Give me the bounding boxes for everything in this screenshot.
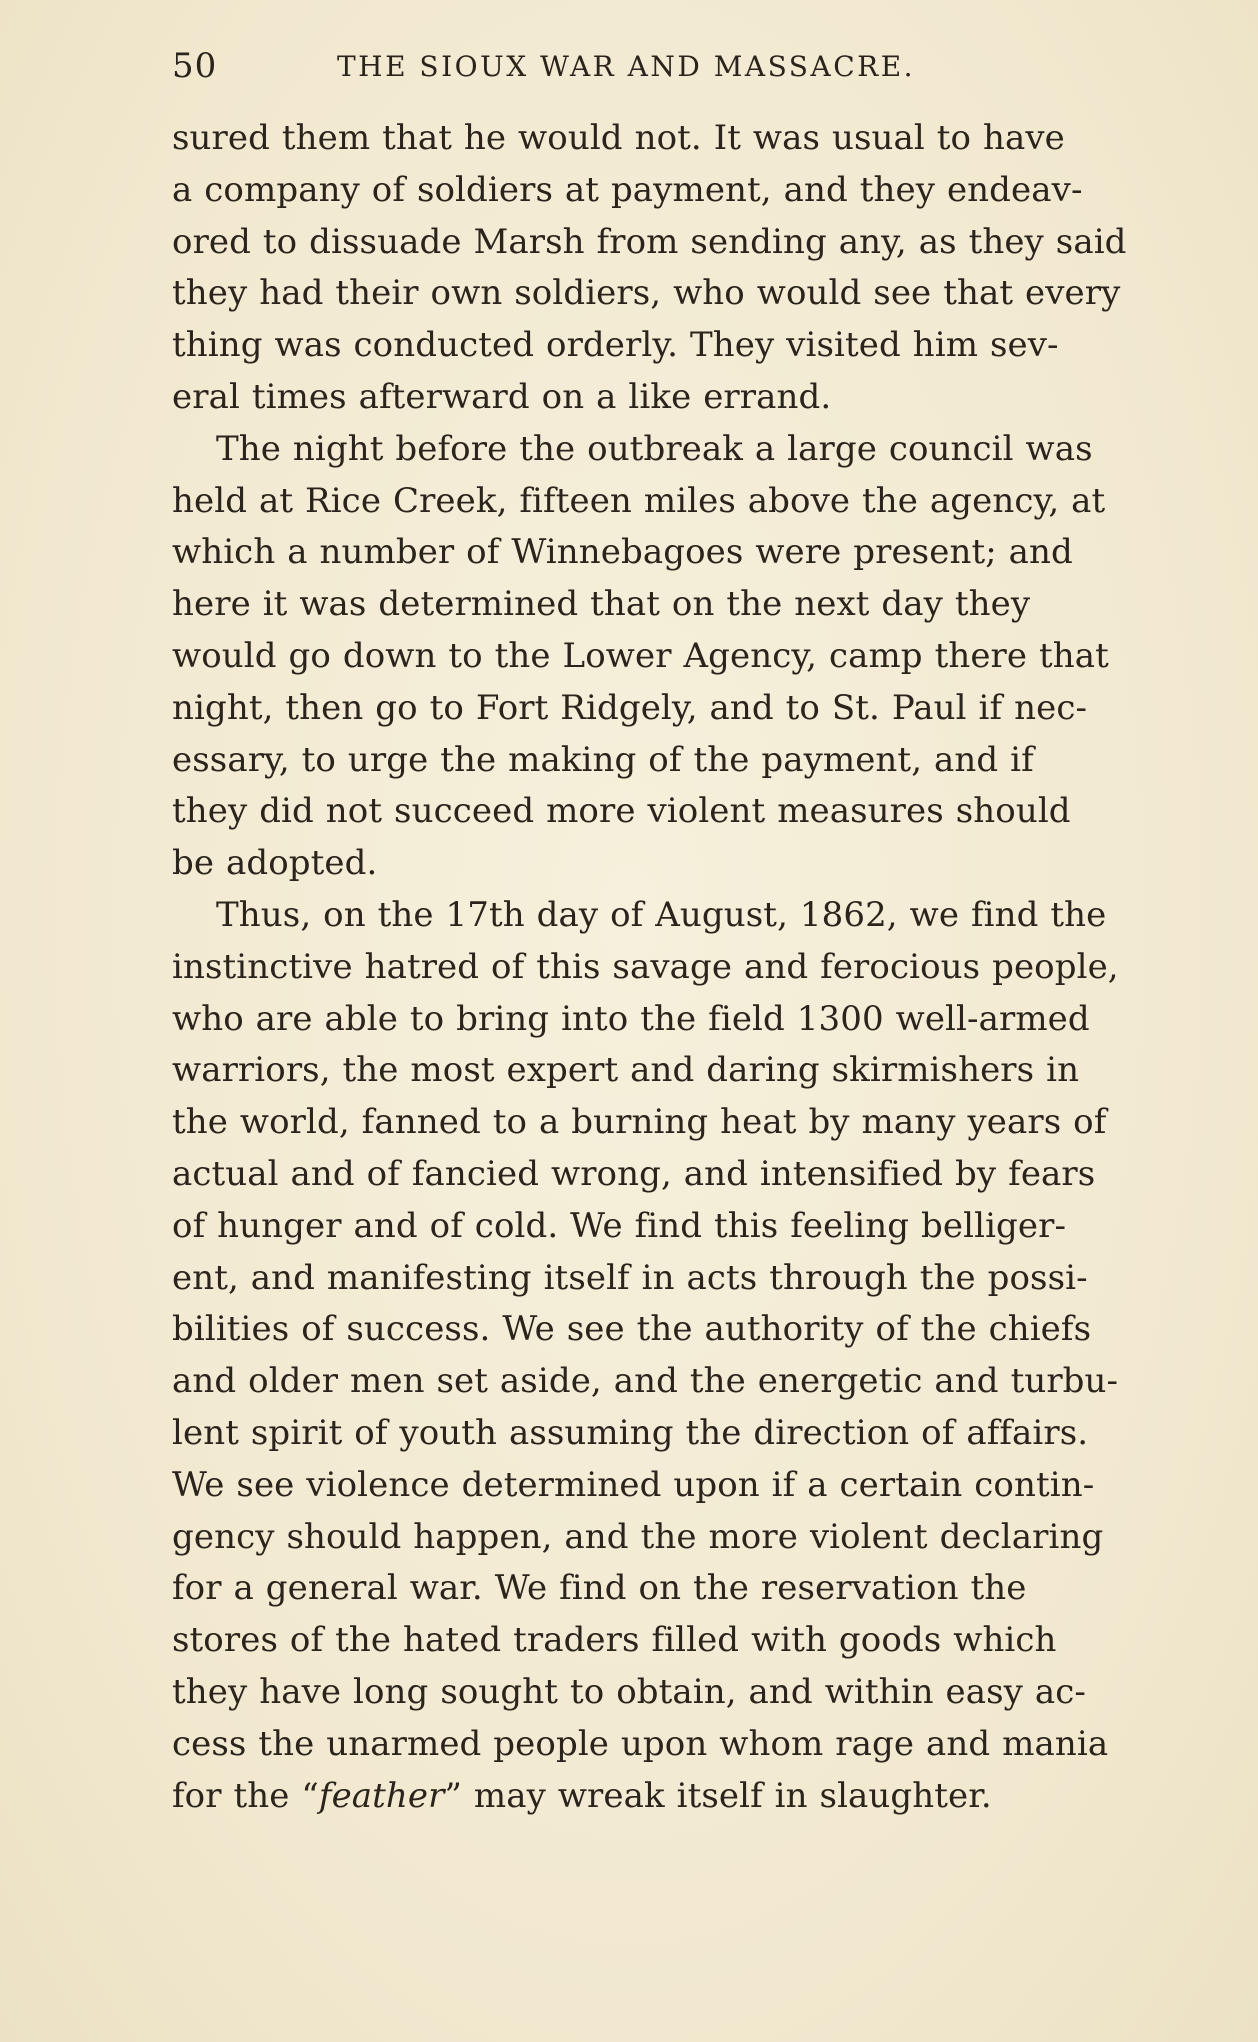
text-line: cess the unarmed people upon whom rage and mania bbox=[172, 1723, 1109, 1764]
text-line: who are able to bring into the field 1300 well-armed bbox=[172, 998, 1090, 1039]
text-line: night, then go to Fort Ridgely, and to St. Paul if nec- bbox=[172, 687, 1088, 728]
text-line: ored to dissuade Marsh from sending any, as they said bbox=[172, 221, 1127, 262]
text-line: lent spirit of youth assuming the direction of affairs. bbox=[172, 1412, 1089, 1453]
text-line: warriors, the most expert and daring skirmishers in bbox=[172, 1050, 1080, 1091]
text-line: thing was conducted orderly. They visited him sev- bbox=[172, 325, 1059, 366]
paragraph-start-line: The night before the outbreak a large council was bbox=[216, 428, 1093, 469]
page-number: 50 bbox=[172, 46, 218, 86]
text-line: which a number of Winnebagoes were present; and bbox=[172, 532, 1073, 573]
running-title: THE SIOUX WAR AND MASSACRE. bbox=[337, 50, 916, 83]
italic-word-feather: feather bbox=[318, 1775, 445, 1816]
text-line: instinctive hatred of this savage and ferocious people, bbox=[172, 946, 1119, 987]
text-line: be adopted. bbox=[172, 843, 378, 884]
text-line: and older men set aside, and the energetic and turbu- bbox=[172, 1361, 1119, 1402]
text-line: gency should happen, and the more violent declaring bbox=[172, 1516, 1104, 1557]
last-line-after: ” may wreak itself in slaughter. bbox=[444, 1775, 992, 1816]
text-line: they have long sought to obtain, and within easy ac- bbox=[172, 1671, 1086, 1712]
text-line: would go down to the Lower Agency, camp there that bbox=[172, 635, 1109, 676]
text-line: essary, to urge the making of the payment, and if bbox=[172, 739, 1034, 780]
text-line: We see violence determined upon if a certain contin- bbox=[172, 1464, 1095, 1505]
body-text bbox=[172, 113, 1152, 1822]
text-line: eral times afterward on a like errand. bbox=[172, 376, 832, 417]
text-line: a company of soldiers at payment, and they endeav- bbox=[172, 169, 1083, 210]
text-line: of hunger and of cold. We find this feeling belliger- bbox=[172, 1205, 1067, 1246]
text-line: bilities of success. We see the authority of the chiefs bbox=[172, 1309, 1092, 1350]
text-line: stores of the hated traders filled with goods which bbox=[172, 1620, 1057, 1661]
text-line: actual and of fancied wrong, and intensified by fears bbox=[172, 1153, 1096, 1194]
text-line: they did not succeed more violent measures should bbox=[172, 791, 1071, 832]
last-line-before: for the “ bbox=[172, 1775, 319, 1816]
text-line: sured them that he would not. It was usual to have bbox=[172, 118, 1065, 158]
paragraph-start-line: Thus, on the 17th day of August, 1862, we find the bbox=[216, 894, 1107, 935]
text-line: held at Rice Creek, fifteen miles above the agency, at bbox=[172, 480, 1106, 521]
text-line: for a general war. We find on the reservation the bbox=[172, 1568, 1027, 1609]
text-line: ent, and manifesting itself in acts through the possi- bbox=[172, 1257, 1088, 1298]
text-line: here it was determined that on the next day they bbox=[172, 584, 1031, 625]
text-line: they had their own soldiers, who would see that every bbox=[172, 273, 1121, 314]
text-line: the world, fanned to a burning heat by many years of bbox=[172, 1102, 1107, 1143]
last-text-line bbox=[172, 1771, 1152, 1823]
page-header bbox=[172, 42, 982, 92]
